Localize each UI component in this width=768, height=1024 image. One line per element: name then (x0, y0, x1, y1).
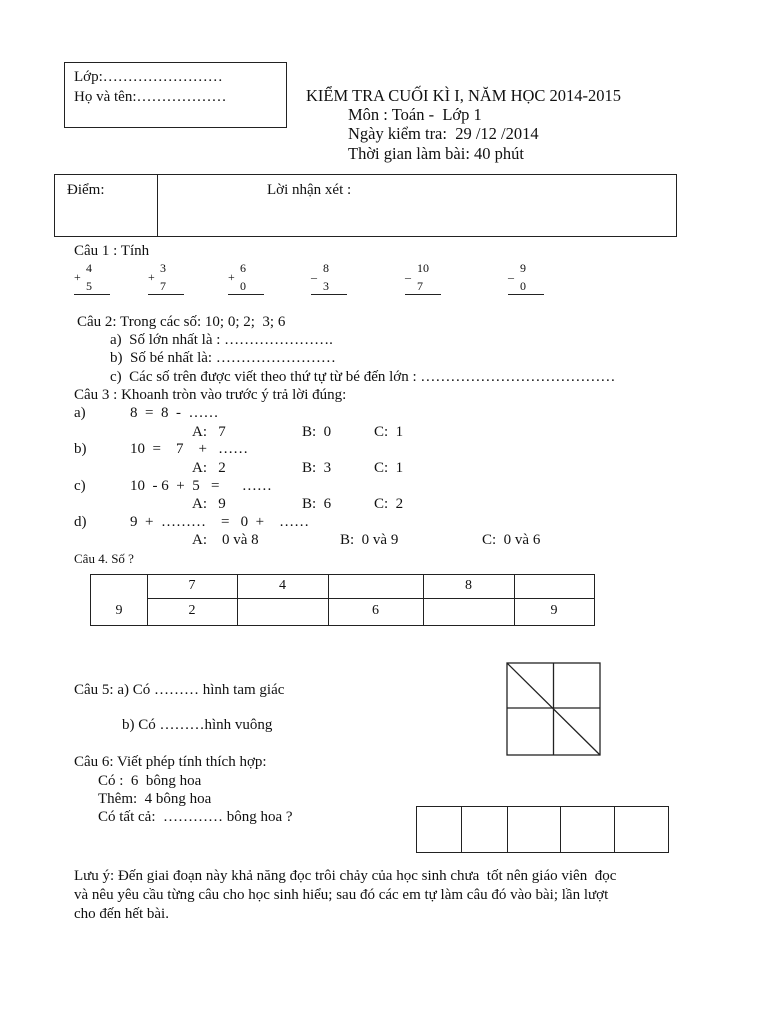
q1-operand-bottom: 5 (86, 279, 92, 293)
q1-operand-top: 10 (417, 261, 429, 275)
q6-answer-boxes (416, 806, 669, 853)
q4-bottom-cell[interactable]: 9 (550, 603, 558, 618)
q3-b-option-b[interactable]: B: 3 (302, 460, 332, 476)
q6-answer-divider (507, 807, 508, 852)
q1-problem (228, 262, 268, 298)
q1-problem (311, 262, 351, 298)
q3-d-option-a[interactable]: A: 0 và 8 (192, 532, 259, 548)
q3-c-option-b[interactable]: B: 6 (302, 496, 332, 512)
score-box-divider (157, 175, 158, 236)
q4-bottom-cell[interactable]: 6 (372, 603, 379, 618)
q1-problem (405, 262, 445, 298)
q1-operand-bottom: 3 (323, 279, 329, 293)
q2-item-b: b) Số bé nhất là: …………………… (110, 350, 336, 366)
exam-subject: Môn : Toán - Lớp 1 (348, 105, 482, 124)
q3-b-option-a[interactable]: A: 2 (192, 460, 226, 476)
q1-operand-top: 8 (323, 261, 329, 275)
q3-a-option-a[interactable]: A: 7 (192, 424, 226, 440)
q1-problem (508, 262, 548, 298)
q3-d-option-b[interactable]: B: 0 và 9 (340, 532, 399, 548)
q1-operand-top: 4 (86, 261, 92, 275)
q3-a-option-b[interactable]: B: 0 (302, 424, 332, 440)
q1-operator: + (228, 270, 235, 284)
q4-bottom-cell[interactable]: 2 (188, 603, 196, 618)
q6-answer-divider (614, 807, 615, 852)
q3-d-option-c[interactable]: C: 0 và 6 (482, 532, 541, 548)
q6-line-1: Có : 6 bông hoa (98, 773, 202, 789)
q2-title: Câu 2: Trong các số: 10; 0; 2; 3; 6 (77, 314, 286, 330)
q1-operand-bottom: 7 (417, 279, 423, 293)
q6-answer-divider (560, 807, 561, 852)
teacher-note-line-3: cho đến hết bài. (74, 906, 169, 922)
q5-shape-figure (506, 662, 602, 758)
q2-item-c: c) Các số trên được viết theo thứ tự từ bé đến lớn : ………………………………… (110, 369, 616, 385)
class-field[interactable]: Lớp:…………………… (74, 69, 223, 85)
q1-answer-line[interactable] (405, 294, 441, 295)
q1-operator: – (405, 270, 411, 284)
q4-start-cell: 9 (115, 603, 123, 618)
q3-b-label: b) (74, 441, 87, 457)
name-field[interactable]: Họ và tên:……………… (74, 89, 227, 105)
q1-operator: + (148, 270, 155, 284)
q4-top-cell[interactable]: 4 (279, 578, 286, 593)
q1-title: Câu 1 : Tính (74, 243, 150, 259)
exam-duration: Thời gian làm bài: 40 phút (348, 144, 524, 163)
q4-title: Câu 4. Số ? (74, 551, 134, 566)
score-box (54, 174, 677, 237)
q5-line-a: Câu 5: a) Có ……… hình tam giác (74, 682, 285, 698)
teacher-note-line-1: Lưu ý: Đến giai đoạn này khả năng đọc trôi chảy của học sinh chưa tốt nên giáo viên đọc (74, 868, 617, 884)
q3-c-label: c) (74, 478, 86, 494)
q2-item-a: a) Số lớn nhất là : …………………. (110, 332, 333, 348)
q3-title: Câu 3 : Khoanh tròn vào trước ý trả lời đúng: (74, 387, 347, 403)
q3-c-option-a[interactable]: A: 9 (192, 496, 226, 512)
q1-operand-top: 6 (240, 261, 246, 275)
q1-operand-top: 9 (520, 261, 526, 275)
q6-title: Câu 6: Viết phép tính thích hợp: (74, 754, 267, 770)
exam-title: KIỂM TRA CUỐI KÌ I, NĂM HỌC 2014-2015 (306, 86, 622, 105)
q6-line-3: Có tất cả: ………… bông hoa ? (98, 809, 293, 825)
q3-b-expr: 10 = 7 + …… (130, 441, 249, 457)
q4-grid-line (147, 598, 594, 599)
q1-answer-line[interactable] (508, 294, 544, 295)
q3-c-option-c[interactable]: C: 2 (374, 496, 404, 512)
q6-line-2: Thêm: 4 bông hoa (98, 791, 212, 807)
q3-a-expr: 8 = 8 - …… (130, 405, 219, 421)
score-label: Điểm: (67, 182, 105, 198)
q1-operand-bottom: 0 (240, 279, 246, 293)
q4-top-cell[interactable]: 7 (188, 578, 196, 593)
q1-operator: + (74, 270, 81, 284)
q6-answer-divider (461, 807, 462, 852)
q1-operand-bottom: 7 (160, 279, 166, 293)
q3-d-label: d) (74, 514, 87, 530)
q1-answer-line[interactable] (148, 294, 184, 295)
q1-operand-bottom: 0 (520, 279, 526, 293)
q1-operator: – (311, 270, 317, 284)
q1-answer-line[interactable] (228, 294, 264, 295)
comment-label: Lời nhận xét : (267, 182, 352, 198)
q1-problem (148, 262, 188, 298)
q1-operand-top: 3 (160, 261, 166, 275)
q3-c-expr: 10 - 6 + 5 = …… (130, 478, 272, 494)
exam-date: Ngày kiểm tra: 29 /12 /2014 (348, 124, 539, 143)
q3-b-option-c[interactable]: C: 1 (374, 460, 404, 476)
q5-line-b: b) Có ………hình vuông (122, 717, 273, 733)
q1-problem (74, 262, 114, 298)
teacher-note-line-2: và nêu yêu cầu từng câu cho học sinh hiểu; sau đó các em tự làm câu đó vào bài; lần lượt (74, 887, 609, 903)
q1-operator: – (508, 270, 514, 284)
q3-d-expr: 9 + ……… = 0 + …… (130, 514, 310, 530)
q4-top-cell[interactable]: 8 (465, 578, 472, 593)
q3-a-option-c[interactable]: C: 1 (374, 424, 404, 440)
q1-answer-line[interactable] (74, 294, 110, 295)
q1-answer-line[interactable] (311, 294, 347, 295)
q3-a-label: a) (74, 405, 86, 421)
